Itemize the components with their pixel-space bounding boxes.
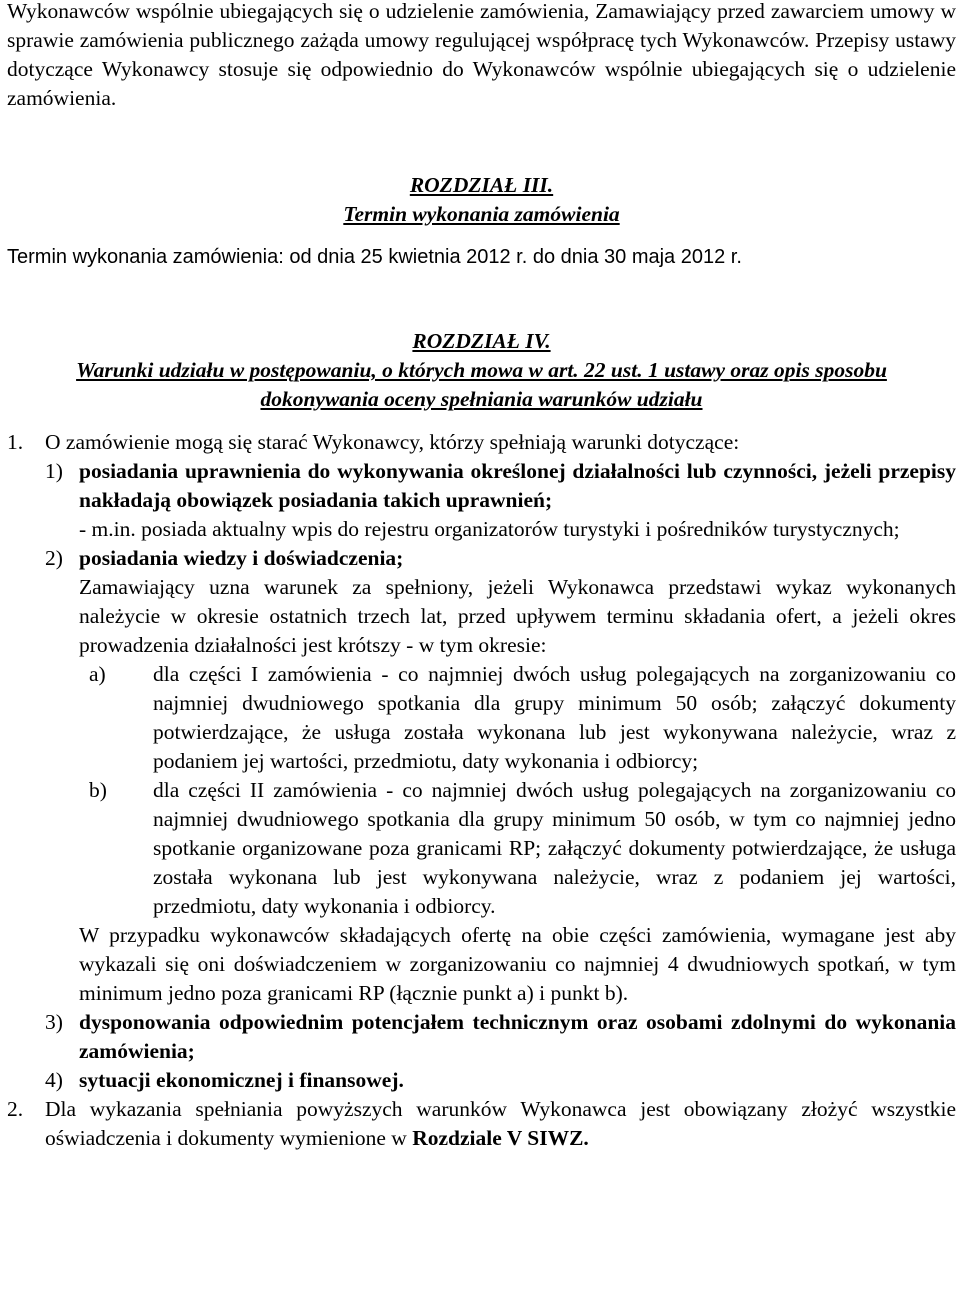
sub-item-1-bold: posiadania uprawnienia do wykonywania określonej działalności lub czynności, jeżeli przepisy nakładają obowiązek posiadania takich uprawnień; xyxy=(79,459,956,512)
conditions-list xyxy=(7,428,956,1153)
sub-item-2 xyxy=(7,544,956,660)
item-1-text: O zamówienie mogą się starać Wykonawcy, którzy spełniają warunki dotyczące: xyxy=(45,430,740,454)
sub-item-2-after xyxy=(7,921,956,1008)
sub-item-4-bold: sytuacji ekonomicznej i finansowej. xyxy=(79,1068,404,1092)
sub-item-2b-label: b) xyxy=(89,778,107,802)
sub-item-1 xyxy=(7,457,956,544)
chapter-4-heading: ROZDZIAŁ IV. xyxy=(412,329,551,353)
item-2-text: Dla wykazania spełniania powyższych warunków Wykonawca jest obowiązany złożyć wszystkie oświadczenia i dokumenty wymienione w xyxy=(45,1097,956,1150)
chapter-4-title-line2: dokonywania oceny spełniania warunków udziału xyxy=(260,387,703,411)
sub-item-2a-text: dla części I zamówienia - co najmniej dwóch usług polegających na zorganizowaniu co najmniej dwudniowego spotkania dla grupy minimum 50 osób; załączyć dokumenty potwierdzające, że usługa została wykonana lub jest wykonywana należycie, wraz z podaniem jej wartości, przedmiotu, daty wykonania i odbiorcy; xyxy=(153,662,956,773)
sub-item-4-number: 4) xyxy=(45,1068,63,1092)
intro-paragraph: Wykonawców wspólnie ubiegających się o udzielenie zamówienia, Zamawiający przed zawarciem umowy w sprawie zamówienia publicznego zażąda umowy regulującej współpracę tych Wykonawców. Przepisy ustawy dotyczące Wykonawcy stosuje się odpowiednio do Wykonawców wspólnie ubiegających się o udzielenie zamówienia. xyxy=(7,0,956,110)
chapter-3-heading: ROZDZIAŁ III. xyxy=(409,173,554,197)
sub-item-4 xyxy=(7,1066,956,1095)
item-2-bold: Rozdziale V SIWZ. xyxy=(412,1126,589,1150)
item-1-number: 1. xyxy=(7,430,24,454)
document-page xyxy=(7,0,956,1153)
sub-item-2a-label: a) xyxy=(89,662,106,686)
sub-item-1-number: 1) xyxy=(45,459,63,483)
sub-item-3-bold: dysponowania odpowiednim potencjałem technicznym oraz osobami zdolnymi do wykonania zamówienia; xyxy=(79,1010,956,1063)
sub-item-2b-text: dla części II zamówienia - co najmniej dwóch usług polegających na zorganizowaniu co najmniej dwudniowego spotkania dla grupy minimum 50 osób, w tym co najmniej jedno spotkanie organizowane poza granicami RP; załączyć dokumenty potwierdzające, że usługa została wykonana lub jest wykonywana należycie, wraz z podaniem jej wartości, przedmiotu, daty wykonania i odbiorcy. xyxy=(153,778,956,918)
chapter-3-title: Termin wykonania zamówienia xyxy=(343,202,620,226)
sub-item-2-number: 2) xyxy=(45,546,63,570)
item-2-paragraph xyxy=(45,1095,956,1153)
list-item-1 xyxy=(7,428,956,457)
sub-item-1-text: - m.in. posiada aktualny wpis do rejestru organizatorów turystyki i pośredników turystycznych; xyxy=(79,517,900,541)
chapter-3-text: Termin wykonania zamówienia: od dnia 25 kwietnia 2012 r. do dnia 30 maja 2012 r. xyxy=(7,246,742,268)
sub-item-2-after-text: W przypadku wykonawców składających ofertę na obie części zamówienia, wymagane jest aby wykazali się oni doświadczeniem w zorganizowaniu co najmniej 4 dwudniowych spotkań, w tym minimum jedno poza granicami RP (łącznie punkt a) i punkt b). xyxy=(79,923,956,1005)
sub-item-2-text: Zamawiający uzna warunek za spełniony, jeżeli Wykonawca przedstawi wykaz wykonanych należycie w okresie ostatnich trzech lat, przed upływem terminu składania ofert, a jeżeli okres prowadzenia działalności jest krótszy - w tym okresie: xyxy=(79,575,956,657)
sub-item-3-number: 3) xyxy=(45,1010,63,1034)
chapter-4-title-line1: Warunki udziału w postępowaniu, o których mowa w art. 22 ust. 1 ustawy oraz opis sposobu xyxy=(76,358,887,382)
sub-item-2b xyxy=(7,776,956,921)
list-item-2 xyxy=(7,1095,956,1153)
sub-item-3 xyxy=(7,1008,956,1066)
item-2-number: 2. xyxy=(7,1097,24,1121)
sub-item-2-bold: posiadania wiedzy i doświadczenia; xyxy=(79,546,404,570)
sub-item-2a xyxy=(7,660,956,776)
